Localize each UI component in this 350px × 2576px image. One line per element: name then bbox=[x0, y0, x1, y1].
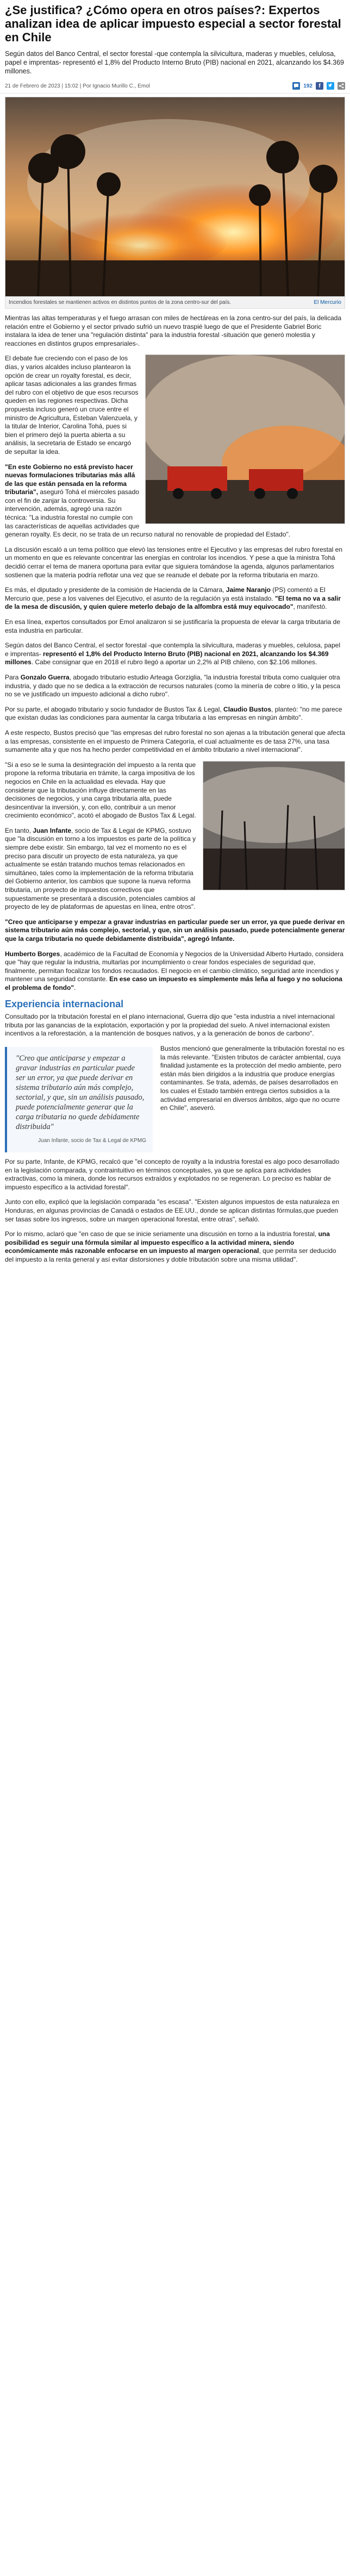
inline-image-burned-forest bbox=[203, 761, 345, 890]
hero-image-forest-fire bbox=[5, 97, 345, 297]
share-bar bbox=[292, 82, 345, 90]
paragraph: En tanto, Juan Infante, socio de Tax & Legal de KPMG, sostuvo que "la discusión en torno a los impuestos es parte de la política y siempre debe existir. Sin embargo, tal vez el momento no es el preciso para discutir un proyecto de esta naturaleza, ya que actualmente se están tratando muchos temas relacionados en simultáneo, tales como la implementación de la reforma tributaria del Gobierno anterior, los cambios que supone la nueva reforma tributaria, un proyecto de impuestos correctivos que supuestamente se presentará a discusión, potenciales cambios al proyecto de ley de plataformas de apuestas en línea, entre otros". bbox=[5, 826, 196, 911]
share-icon[interactable] bbox=[338, 82, 345, 90]
twitter-icon[interactable] bbox=[327, 82, 334, 90]
paragraph: Por su parte, Infante, de KPMG, recalcó que "el concepto de royalty a la industria forestal es algo poco desarrollado en la legislación comparada, y contraintuitivo en términos conceptuales, ya que se aplica para actividades extractivas, como la minera, donde los recursos extraídos y explotados no se regeneran. Lo preciso es hablar de impuesto específico a la actividad forestal". bbox=[5, 1157, 340, 1191]
paragraph: Bustos mencionó que generalmente la tributación forestal no es la más relevante. "Existen tributos de carácter ambiental, cuya finalidad justamente es la protección del medio ambiente, pero están más bien dirigidos a la industria que produce energías contaminantes. Se trata, además, de países desarrollados en los cuales el Estado también entrega ciertos subsidios a la actividad empresarial en diversos ámbitos, algo que no ocurre en Chile", aseveró. bbox=[160, 1044, 345, 1112]
facebook-icon[interactable]: f bbox=[316, 82, 323, 90]
paragraph: La discusión escaló a un tema político que elevó las tensiones entre el Ejecutivo y las empresas del rubro forestal en un momento en que es relevante concentrar las energías en controlar los incendios. Y pese a que la ministra Tohá decidió cerrar el tema de manera oportuna para evitar que siguiera tomándose la agenda, algunos parlamentarios sostienen que la materia podría reflotar una vez que se reanude el debate por la reforma tributaria en marzo. bbox=[5, 545, 343, 579]
paragraph: En esa línea, expertos consultados por Emol analizaron si se justificaría la propuesta de elevar la carga tributaria de esta industria en particular. bbox=[5, 618, 341, 634]
paragraph: El debate fue creciendo con el paso de los días, y varios alcaldes incluso plantearon la opción de crear un royalty forestal, es decir, aplicar tasas adicionales a las grandes firmas del rubro con el objetivo de que esos recursos queden en las regiones respectivas. Dicha propuesta incluso generó un cruce entre el ministro de Agricultura, Esteban Valenzuela, y la titular de Interior, Carolina Tohá, pues si bien el primero dejó la puerta abierta a su análisis, la secretaria de Estado se encargó de sepultar la idea. bbox=[5, 354, 139, 456]
paragraph: "En este Gobierno no está previsto hacer nuevas formulaciones tributarias más allá de las que están pensada en la reforma tributaria", aseguró Tohá el miércoles pasado con el fin de zanjar la controversia. Su intervención, además, agregó una razón técnica: "La industria forestal no cumple con las características de aquellas actividades que generan royalty. Es decir, no se trata de un recurso natural no renovable de propiedad del Estado". bbox=[5, 463, 291, 539]
paragraph: A este respecto, Bustos precisó que "las empresas del rubro forestal no son ajenas a la tributación general que afecta a las empresas, consistente en el impuesto de Primera Categoría, el cual actualmente es de tasa 27%, una tasa sumamente alta y que nos ha hecho perder competitividad en el ámbito tributario a nivel internacional". bbox=[5, 728, 345, 754]
comment-count[interactable]: 192 bbox=[303, 83, 312, 89]
pull-quote bbox=[5, 1047, 153, 1152]
paragraph: Para Gonzalo Guerra, abogado tributario estudio Arteaga Gorziglia, "la industria forestal tributa como cualquier otra industria, y dado que no se dedica a la extracción de recursos naturales (como la minería de cobre o litio, y la pesca no se ve justificado un impuesto adicional a dicho rubro". bbox=[5, 673, 341, 698]
hero-caption-text: Incendios forestales se mantienen activos en distintos puntos de la zona centro-sur del país. bbox=[9, 300, 232, 305]
paragraph: "Creo que anticiparse y empezar a gravar industrias en particular puede ser un error, ya que puede derivar en sistema tributario aún más complejo, sectorial, y que, sin un análisis pausado, puede potencialmente generar que la carga tributaria no quede debidamente distribuida", agregó Infante. bbox=[5, 918, 345, 943]
comment-icon[interactable] bbox=[292, 82, 300, 90]
section-heading: Experiencia internacional bbox=[5, 998, 124, 1009]
article-meta: 21 de Febrero de 2023 | 15:02 | Por Ignacio Murillo C., Emol 192 f bbox=[0, 80, 350, 93]
article-lead: Según datos del Banco Central, el sector forestal -que contempla la silvicultura, maderas y muebles, celulosa, papel e imprentas- representó el 1,8% del Producto Interno Bruto (PIB) nacional en 2021, alcanzando los $4.369 millones. bbox=[5, 50, 345, 75]
article-title: ¿Se justifica? ¿Cómo opera en otros países?: Expertos analizan idea de aplicar impuesto especial a sector forestal en Chile bbox=[5, 3, 341, 44]
inline-image-fire-trucks bbox=[145, 354, 345, 524]
paragraph: Consultado por la tributación forestal en el plano internacional, Guerra dijo que "esta industria a nivel internacional tributa por las ganancias de la explotación, exportación y por la propiedad del suelo. A nivel internacional existen incentivos a la reforestación, a la mantención de bosques nativos, y a la generación de bonos de carbono". bbox=[5, 1013, 335, 1038]
paragraph: Mientras las altas temperaturas y el fuego arrasan con miles de hectáreas en la zona centro-sur del país, la delicada relación entre el Gobierno y el sector privado sufrió un nuevo traspié luego de que el Presidente Gabriel Boric instalara la idea de tener una "regulación distinta" para la industria forestal -situación que generó molestia y reacciones en distintos grupos empresariales-. bbox=[5, 314, 341, 347]
paragraph: Por su parte, el abogado tributario y socio fundador de Bustos Tax & Legal, Claudio Bustos, planteó: "no me parece que existan dudas las condiciones para aumentar la carga tributaria a las empresas en ningún ámbito". bbox=[5, 705, 342, 722]
paragraph: Por lo mismo, aclaró que "en caso de que se inicie seriamente una discusión en torno a la industria forestal, una posibilidad es seguir una fórmula similar al impuesto específico a la actividad minera, siendo económicamente más razonable enfocarse en un impuesto al margen operacional, que permita ser deducido del impuesto a la renta general y así evitar distorsiones y doble tributación sobre una misma utilidad". bbox=[5, 1230, 336, 1263]
hero-credit: El Mercurio bbox=[314, 300, 341, 305]
paragraph: Es más, el diputado y presidente de la comisión de Hacienda de la Cámara, Jaime Naranjo (PS) comentó a El Mercurio que, pese a los vaivenes del Ejecutivo, el asunto de la regulación ya está instalado. "El tema no va a salir de la mesa de discusión, y quien quiere meterlo debajo de la alfombra está muy equivocado", manifestó. bbox=[5, 586, 341, 611]
paragraph: Humberto Borges, académico de la Facultad de Economía y Negocios de la Universidad Alberto Hurtado, considera que "hay que regular la industria, multarlas por incumplimiento o crear fondos especiales de seguridad que, finalmente, permitan focalizar los fondos recaudados. El negocio en el cambio climático, seguridad ante incendios y mantener una seguridad constante. En ese caso un impuesto es simplemente más leña al fuego y no soluciona el problema de fondo". bbox=[5, 950, 343, 991]
hero-caption bbox=[5, 297, 345, 309]
article-body bbox=[0, 309, 350, 1264]
pull-quote-text: "Creo que anticiparse y empezar a gravar industrias en particular puede ser un error, ya que puede derivar en sistema tributario aún más complejo, sectorial, y que, sin un análisis pausado, puede potencialmente generar que la carga tributaria no quede debidamente distribuida" bbox=[16, 1053, 145, 1131]
article-date: 21 de Febrero de 2023 | 15:02 bbox=[5, 83, 78, 89]
paragraph: Junto con ello, explicó que la legislación comparada "es escasa". "Existen algunos impuestos de esta naturaleza en Honduras, en algunas provincias de Canadá o estados de EE.UU., donde se aplican distintas fórmulas,que pueden ser tasas sobre los ingresos, sobre un margen operacional forestal, entre otras", señaló. bbox=[5, 1198, 340, 1223]
article-author[interactable]: Por Ignacio Murillo C., Emol bbox=[83, 83, 151, 89]
paragraph: "Si a eso se le suma la desintegración del impuesto a la renta que propone la reforma tributaria en trámite, la carga impositiva de los negocios en Chile en la actualidad es elevada. Hay que considerar que la tributación influye directamente en las decisiones de negocios, y una carga tributaria alta, puede desincentivar la inversión, y, con ello, contribuir a un menor crecimiento económico", acotó el abogado de Bustos Tax & Legal. bbox=[5, 760, 196, 820]
paragraph: Según datos del Banco Central, el sector forestal -que contempla la silvicultura, maderas y muebles, celulosa, papel e imprentas- representó el 1,8% del Producto Interno Bruto (PIB) nacional en 2021, alcanzando los $4.369 millones. Cabe consignar que en 2018 el rubro llegó a aportar un 2,2% al PIB chileno, con $2.106 millones. bbox=[5, 641, 340, 666]
pull-quote-author: Juan Infante, socio de Tax & Legal de KPMG bbox=[38, 1137, 146, 1144]
